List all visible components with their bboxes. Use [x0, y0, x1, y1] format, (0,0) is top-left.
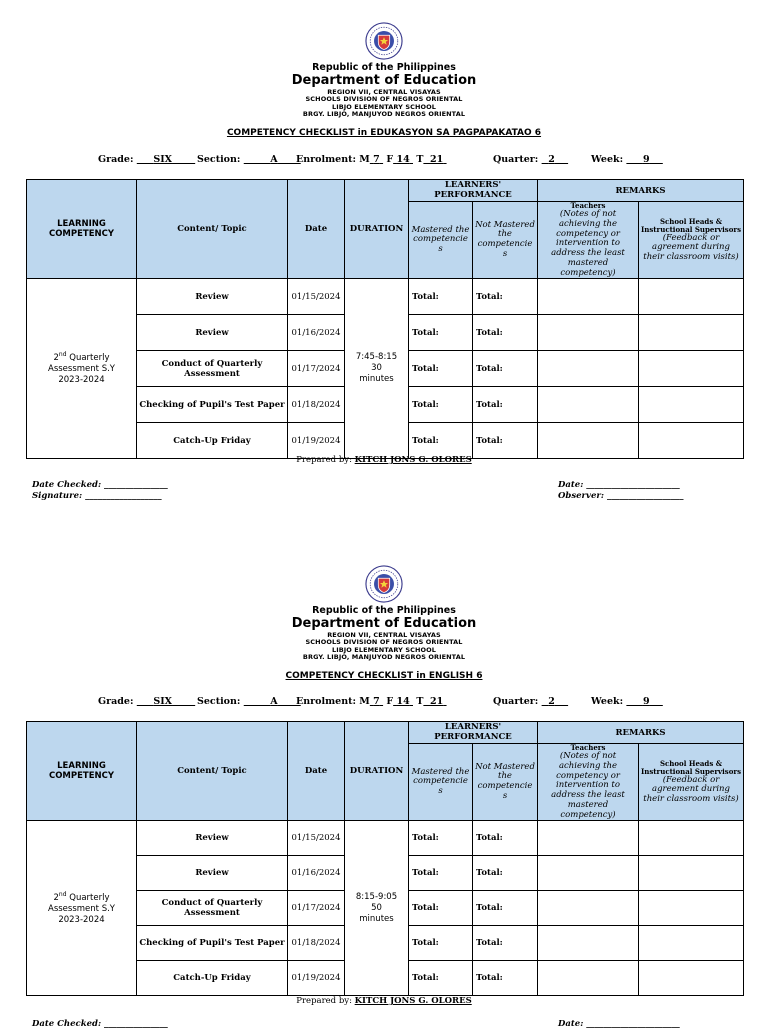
date-cell: 01/15/2024	[288, 821, 345, 856]
competency-cell: 2nd Quarterly Assessment S.Y 2023-2024	[27, 279, 137, 459]
preparer-name: KITCH JONS G. OLORES	[354, 996, 472, 1006]
t-label: T	[416, 154, 424, 165]
date-header: Date	[288, 180, 345, 279]
region-label: REGION VII, CENTRAL VISAYAS	[327, 87, 441, 96]
quarter-value: 2	[548, 696, 555, 707]
topic-cell: Review	[137, 279, 288, 315]
enrolment-info	[296, 154, 447, 165]
heads-note: (Feedback or agreement during their classroom visits)	[643, 774, 739, 805]
teacher-remark-cell[interactable]	[538, 926, 639, 961]
not-mastered-total: Total:	[473, 821, 538, 856]
m-value: 7	[373, 154, 380, 165]
f-label: F	[386, 696, 394, 707]
address-label: BRGY. LIBJO, MANJUYOD NEGROS ORIENTAL	[302, 653, 466, 662]
quarter-value: 2	[548, 154, 555, 165]
section-info	[197, 154, 301, 165]
enrolment-info	[296, 696, 447, 707]
grade-value: SIX	[153, 154, 173, 165]
m-value: 7	[373, 696, 380, 707]
duration-cell: 7:45-8:15 30 minutes	[345, 279, 409, 459]
content-topic-header: Content/ Topic	[137, 722, 288, 821]
division-label: SCHOOLS DIVISION OF NEGROS ORIENTAL	[305, 638, 463, 647]
topic-cell: Checking of Pupil's Test Paper	[137, 387, 288, 423]
topic-cell: Review	[137, 821, 288, 856]
date-cell: 01/18/2024	[288, 926, 345, 961]
head-remark-cell[interactable]	[639, 926, 744, 961]
enrolment-label: Enrolment: M	[296, 154, 370, 165]
competency-cell: 2nd Quarterly Assessment S.Y 2023-2024	[27, 821, 137, 996]
not-mastered-header: Not Mastered the competencie s	[473, 744, 538, 821]
f-value: 14	[396, 696, 410, 707]
checklist-title: COMPETENCY CHECKLIST in ENGLISH 6	[285, 671, 483, 681]
not-mastered-total: Total:	[473, 351, 538, 387]
topic-cell: Review	[137, 856, 288, 891]
teachers-label: Teachers	[570, 743, 606, 752]
f-value: 14	[396, 154, 410, 165]
not-mastered-total: Total:	[473, 423, 538, 459]
mastered-total: Total:	[409, 891, 473, 926]
teacher-remark-cell[interactable]	[538, 856, 639, 891]
learning-competency-header: LEARNING COMPETENCY	[27, 180, 137, 279]
checklist-title: COMPETENCY CHECKLIST in EDUKASYON SA PAGPAPAKATAO 6	[226, 128, 542, 138]
observer-block	[558, 480, 683, 502]
signature-field[interactable]: Signature: __________________	[32, 491, 162, 502]
teacher-remark-cell[interactable]	[538, 387, 639, 423]
t-value: 21	[430, 154, 444, 165]
topic-cell: Conduct of Quarterly Assessment	[137, 891, 288, 926]
heads-label: School Heads & Instructional Supervisors	[641, 758, 742, 776]
prepared-label: Prepared by:	[296, 455, 352, 465]
checker-block	[32, 1019, 168, 1030]
week-value: 9	[642, 154, 650, 165]
topic-cell: Catch-Up Friday	[137, 961, 288, 996]
head-remark-cell[interactable]	[639, 423, 744, 459]
teacher-remark-cell[interactable]	[538, 351, 639, 387]
mastered-total: Total:	[409, 351, 473, 387]
deped-seal-icon	[365, 22, 403, 60]
date-cell: 01/17/2024	[288, 891, 345, 926]
teachers-label: Teachers	[570, 201, 606, 210]
observer-field[interactable]: Observer: __________________	[558, 491, 684, 502]
mastered-total: Total:	[409, 856, 473, 891]
department-name: Department of Education	[291, 72, 477, 88]
prepared-label: Prepared by:	[296, 996, 352, 1006]
head-remark-cell[interactable]	[639, 387, 744, 423]
mastered-header: Mastered the competencie s	[409, 202, 473, 279]
enrolment-label: Enrolment: M	[296, 696, 370, 707]
competency-table	[26, 721, 744, 996]
f-label: F	[386, 154, 394, 165]
topic-cell: Conduct of Quarterly Assessment	[137, 351, 288, 387]
t-label: T	[416, 696, 424, 707]
preparer-name: KITCH JONS G. OLORES	[354, 455, 472, 465]
not-mastered-total: Total:	[473, 961, 538, 996]
grade-info	[98, 696, 195, 707]
learners-performance-header: LEARNERS' PERFORMANCE	[409, 180, 538, 202]
date-cell: 01/19/2024	[288, 961, 345, 996]
section-label: Section:	[197, 696, 241, 707]
week-value: 9	[642, 696, 650, 707]
date-checked-field[interactable]: Date Checked: _______________	[32, 480, 168, 490]
region-label: REGION VII, CENTRAL VISAYAS	[327, 630, 441, 639]
teachers-note: (Notes of not achieving the competency or intervention to address the least mastered competency)	[551, 751, 625, 820]
head-remark-cell[interactable]	[639, 821, 744, 856]
week-info	[591, 154, 663, 165]
learning-competency-header: LEARNING COMPETENCY	[27, 722, 137, 821]
date-cell: 01/15/2024	[288, 279, 345, 315]
grade-value: SIX	[153, 696, 173, 707]
mastered-total: Total:	[409, 961, 473, 996]
learners-performance-header: LEARNERS' PERFORMANCE	[409, 722, 538, 744]
republic-label: Republic of the Philippines	[312, 605, 456, 616]
not-mastered-total: Total:	[473, 279, 538, 315]
table-row	[27, 279, 744, 315]
division-label: SCHOOLS DIVISION OF NEGROS ORIENTAL	[305, 95, 463, 104]
teachers-header	[538, 202, 639, 279]
grade-label: Grade:	[98, 154, 134, 165]
teachers-note: (Notes of not achieving the competency or intervention to address the least mastered competency)	[551, 209, 625, 278]
date-checked-field[interactable]: Date Checked: _______________	[32, 1019, 168, 1029]
mastered-total: Total:	[409, 423, 473, 459]
quarter-label: Quarter:	[493, 154, 539, 165]
topic-cell: Review	[137, 315, 288, 351]
mastered-header: Mastered the competencie s	[409, 744, 473, 821]
section-info	[197, 696, 301, 707]
quarter-label: Quarter:	[493, 696, 539, 707]
date-cell: 01/16/2024	[288, 856, 345, 891]
mastered-total: Total:	[409, 279, 473, 315]
republic-label: Republic of the Philippines	[312, 62, 456, 73]
head-remark-cell[interactable]	[639, 891, 744, 926]
mastered-total: Total:	[409, 926, 473, 961]
quarter-info	[493, 696, 568, 707]
not-mastered-total: Total:	[473, 856, 538, 891]
prepared-by	[0, 455, 768, 465]
teacher-remark-cell[interactable]	[538, 423, 639, 459]
head-remark-cell[interactable]	[639, 961, 744, 996]
date-cell: 01/17/2024	[288, 351, 345, 387]
section-label: Section:	[197, 154, 241, 165]
section-value: A	[270, 696, 278, 707]
letterhead	[0, 565, 768, 662]
date-field[interactable]: Date: ______________________	[558, 480, 680, 490]
heads-header	[639, 744, 744, 821]
teacher-remark-cell[interactable]	[538, 279, 639, 315]
deped-seal-icon	[365, 565, 403, 603]
competency-table	[26, 179, 744, 459]
checker-block	[32, 480, 168, 502]
section-value: A	[270, 154, 278, 165]
remarks-header: REMARKS	[538, 722, 744, 744]
topic-cell: Checking of Pupil's Test Paper	[137, 926, 288, 961]
teacher-remark-cell[interactable]	[538, 315, 639, 351]
letterhead	[0, 22, 768, 119]
checklist-page-2	[0, 543, 768, 1029]
mastered-total: Total:	[409, 315, 473, 351]
observer-block	[558, 1019, 680, 1030]
prepared-by	[0, 996, 768, 1006]
head-remark-cell[interactable]	[639, 279, 744, 315]
duration-header: DURATION	[345, 722, 409, 821]
grade-label: Grade:	[98, 696, 134, 707]
school-label: LIBJO ELEMENTARY SCHOOL	[331, 645, 437, 654]
date-cell: 01/18/2024	[288, 387, 345, 423]
teacher-remark-cell[interactable]	[538, 961, 639, 996]
mastered-total: Total:	[409, 387, 473, 423]
content-topic-header: Content/ Topic	[137, 180, 288, 279]
teacher-remark-cell[interactable]	[538, 891, 639, 926]
topic-cell: Catch-Up Friday	[137, 423, 288, 459]
duration-cell: 8:15-9:05 50 minutes	[345, 821, 409, 996]
week-label: Week:	[591, 154, 624, 165]
heads-header	[639, 202, 744, 279]
remarks-header: REMARKS	[538, 180, 744, 202]
department-name: Department of Education	[291, 615, 477, 631]
not-mastered-header: Not Mastered the competencie s	[473, 202, 538, 279]
date-cell: 01/16/2024	[288, 315, 345, 351]
t-value: 21	[430, 696, 444, 707]
not-mastered-total: Total:	[473, 315, 538, 351]
mastered-total: Total:	[409, 821, 473, 856]
week-label: Week:	[591, 696, 624, 707]
not-mastered-total: Total:	[473, 926, 538, 961]
table-row	[27, 821, 744, 856]
not-mastered-total: Total:	[473, 891, 538, 926]
duration-header: DURATION	[345, 180, 409, 279]
date-header: Date	[288, 722, 345, 821]
heads-note: (Feedback or agreement during their classroom visits)	[643, 232, 739, 263]
quarter-info	[493, 154, 568, 165]
head-remark-cell[interactable]	[639, 856, 744, 891]
teacher-remark-cell[interactable]	[538, 821, 639, 856]
grade-info	[98, 154, 195, 165]
address-label: BRGY. LIBJO, MANJUYOD NEGROS ORIENTAL	[302, 110, 466, 119]
week-info	[591, 696, 663, 707]
date-cell: 01/19/2024	[288, 423, 345, 459]
not-mastered-total: Total:	[473, 387, 538, 423]
teachers-header	[538, 744, 639, 821]
heads-label: School Heads & Instructional Supervisors	[641, 216, 742, 234]
head-remark-cell[interactable]	[639, 351, 744, 387]
date-field[interactable]: Date: ______________________	[558, 1019, 680, 1029]
head-remark-cell[interactable]	[639, 315, 744, 351]
school-label: LIBJO ELEMENTARY SCHOOL	[331, 102, 437, 111]
